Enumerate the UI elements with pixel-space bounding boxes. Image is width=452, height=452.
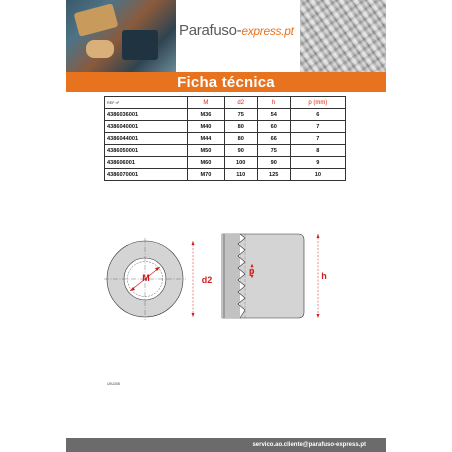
col-header-d2: d2 [224,97,257,109]
cell-p: 9 [290,157,345,169]
spec-table-header-row [105,97,346,109]
cell-m: M44 [188,133,225,145]
cell-d2: 80 [224,121,257,133]
table-row [105,133,346,145]
header-photo-tools [66,0,176,72]
cell-ref: 4386036001 [105,109,188,121]
footer-bar [66,438,386,452]
table-row [105,169,346,181]
cell-h: 54 [257,109,290,121]
cell-h: 75 [257,145,290,157]
cell-m: M50 [188,145,225,157]
cell-h: 125 [257,169,290,181]
cell-m: M40 [188,121,225,133]
col-header-h: h [257,97,290,109]
cell-m: M36 [188,109,225,121]
footer-email-link[interactable]: servico.ao.cliente@parafuso-express.pt [252,442,366,448]
table-row [105,157,346,169]
cell-ref: 4386044001 [105,133,188,145]
page-title: Ficha técnica [177,73,275,91]
cell-p: 7 [290,121,345,133]
front-view [104,238,212,320]
cell-d2: 75 [224,109,257,121]
label-p: p [249,266,255,276]
cell-h: 66 [257,133,290,145]
col-header-ref: REF nº [105,97,188,109]
cell-h: 60 [257,121,290,133]
header-banner [66,0,386,72]
label-m: M [142,273,150,283]
brand-logo[interactable] [176,20,300,50]
document-code: U5U308 [107,382,120,386]
cell-d2: 100 [224,157,257,169]
table-row [105,121,346,133]
cell-ref: 4386050001 [105,145,188,157]
header-photo-screws [300,0,386,72]
cell-p: 7 [290,133,345,145]
spec-table [104,96,346,181]
cell-ref: 4386040001 [105,121,188,133]
cell-p: 10 [290,169,345,181]
section-banner [66,72,386,92]
label-h: h [321,271,327,281]
cell-p: 6 [290,109,345,121]
cell-ref: 438606001 [105,157,188,169]
brand-logo-text: Parafuso-express.pt [179,22,294,39]
label-d2: d2 [201,275,213,285]
technical-drawing [100,222,330,322]
cell-h: 90 [257,157,290,169]
col-header-p: p (mm) [290,97,345,109]
cell-m: M70 [188,169,225,181]
col-header-m: M [188,97,225,109]
table-row [105,109,346,121]
cell-p: 8 [290,145,345,157]
cell-d2: 110 [224,169,257,181]
cell-d2: 80 [224,133,257,145]
cell-ref: 4386070001 [105,169,188,181]
table-row [105,145,346,157]
cell-d2: 90 [224,145,257,157]
side-view [222,234,327,318]
cell-m: M60 [188,157,225,169]
